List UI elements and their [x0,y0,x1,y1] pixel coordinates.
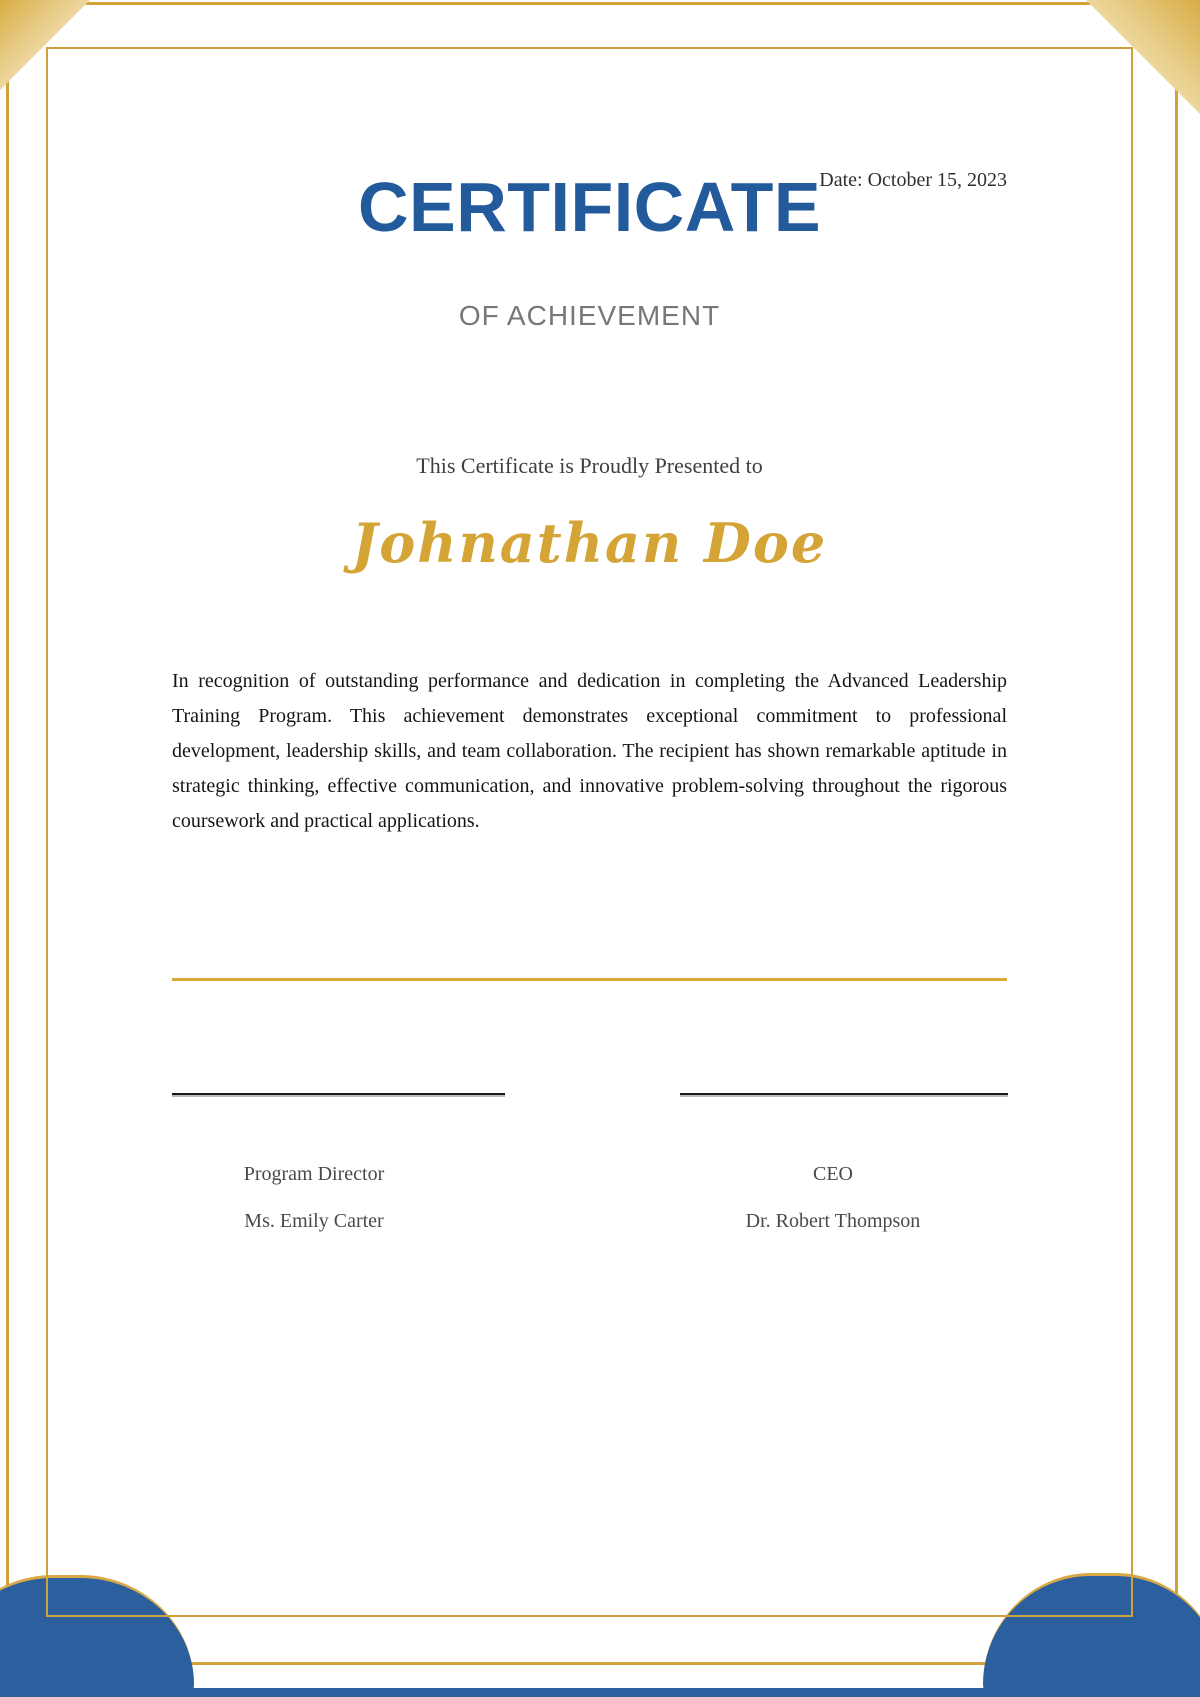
signature-name-right: Dr. Robert Thompson [745,1210,921,1232]
presented-to-line: This Certificate is Proudly Presented to [416,453,763,478]
signature-line-right [680,1093,1008,1095]
gold-divider-line [172,978,1007,981]
signature-line-left [172,1093,505,1095]
signature-title-right: CEO [813,1163,853,1185]
recognition-paragraph: In recognition of outstanding performance and dedication in completing the Advanced Leadership Training Program. This achievement demonstrates exceptional commitment to professional development, leadership skills, and team collaboration. The recipient has shown remarkable aptitude in strategic thinking, effective communication, and innovative problem-solving throughout the rigorous coursework and practical applications. [172,670,1007,832]
certificate-title: CERTIFICATE [357,168,822,246]
signature-name-left: Ms. Emily Carter [244,1210,384,1232]
signature-title-left: Program Director [243,1163,385,1185]
recipient-name: Johnathan Doe [351,511,828,575]
certificate-subtitle: OF ACHIEVEMENT [458,300,721,331]
issue-date: Date: October 15, 2023 [819,169,1007,191]
bottom-blue-bar [0,1688,1200,1697]
